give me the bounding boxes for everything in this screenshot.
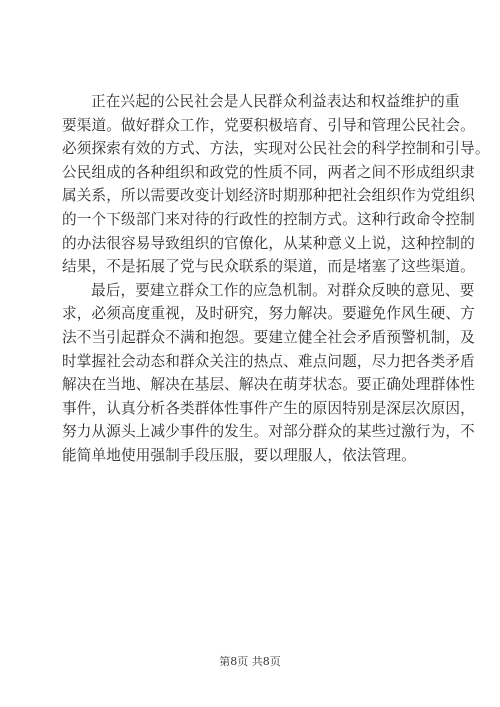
paragraph-line: 要渠道。做好群众工作，党要积极培育、引导和管理公民社会。 <box>62 116 475 134</box>
paragraph-line: 结果，不是拓展了党与民众联系的渠道，而是堵塞了这些渠道。 <box>62 258 475 276</box>
paragraph-line: 时掌握社会动态和群众关注的热点、难点问题，尽力把各类矛盾 <box>62 352 475 370</box>
paragraph-line: 法不当引起群众不满和抱怨。要建立健全社会矛盾预警机制，及 <box>62 328 475 346</box>
paragraph-line: 最后，要建立群众工作的应急机制。对群众反映的意见、要 <box>91 281 475 299</box>
paragraph-line: 的办法很容易导致组织的官僚化，从某种意义上说，这种控制的 <box>62 234 475 252</box>
paragraph-line: 事件，认真分析各类群体性事件产生的原因特别是深层次原因， <box>62 399 475 417</box>
paragraph-line: 必须探索有效的方式、方法，实现对公民社会的科学控制和引导。 <box>62 140 490 158</box>
paragraph-line: 公民组成的各种组织和政党的性质不同，两者之间不形成组织隶 <box>62 163 475 181</box>
page-number-footer: 第8页 共8页 <box>219 655 281 668</box>
paragraph-2 <box>62 279 475 468</box>
paragraph-line: 能简单地使用强制手段压服，要以理服人，依法管理。 <box>62 446 416 464</box>
paragraph-line: 属关系，所以需要改变计划经济时期那种把社会组织作为党组织 <box>62 187 475 205</box>
paragraph-line: 努力从源头上减少事件的发生。对部分群众的某些过激行为，不 <box>62 423 475 441</box>
document-body <box>62 90 490 468</box>
paragraph-line: 正在兴起的公民社会是人民群众利益表达和权益维护的重 <box>91 93 460 110</box>
paragraph-1 <box>62 90 490 279</box>
paragraph-line: 解决在当地、解决在基层、解决在萌芽状态。要正确处理群体性 <box>62 376 475 394</box>
paragraph-line: 的一个下级部门来对待的行政性的控制方式。这种行政命令控制 <box>62 210 475 228</box>
paragraph-line: 求，必须高度重视，及时研究，努力解决。要避免作风生硬、方 <box>62 305 475 323</box>
